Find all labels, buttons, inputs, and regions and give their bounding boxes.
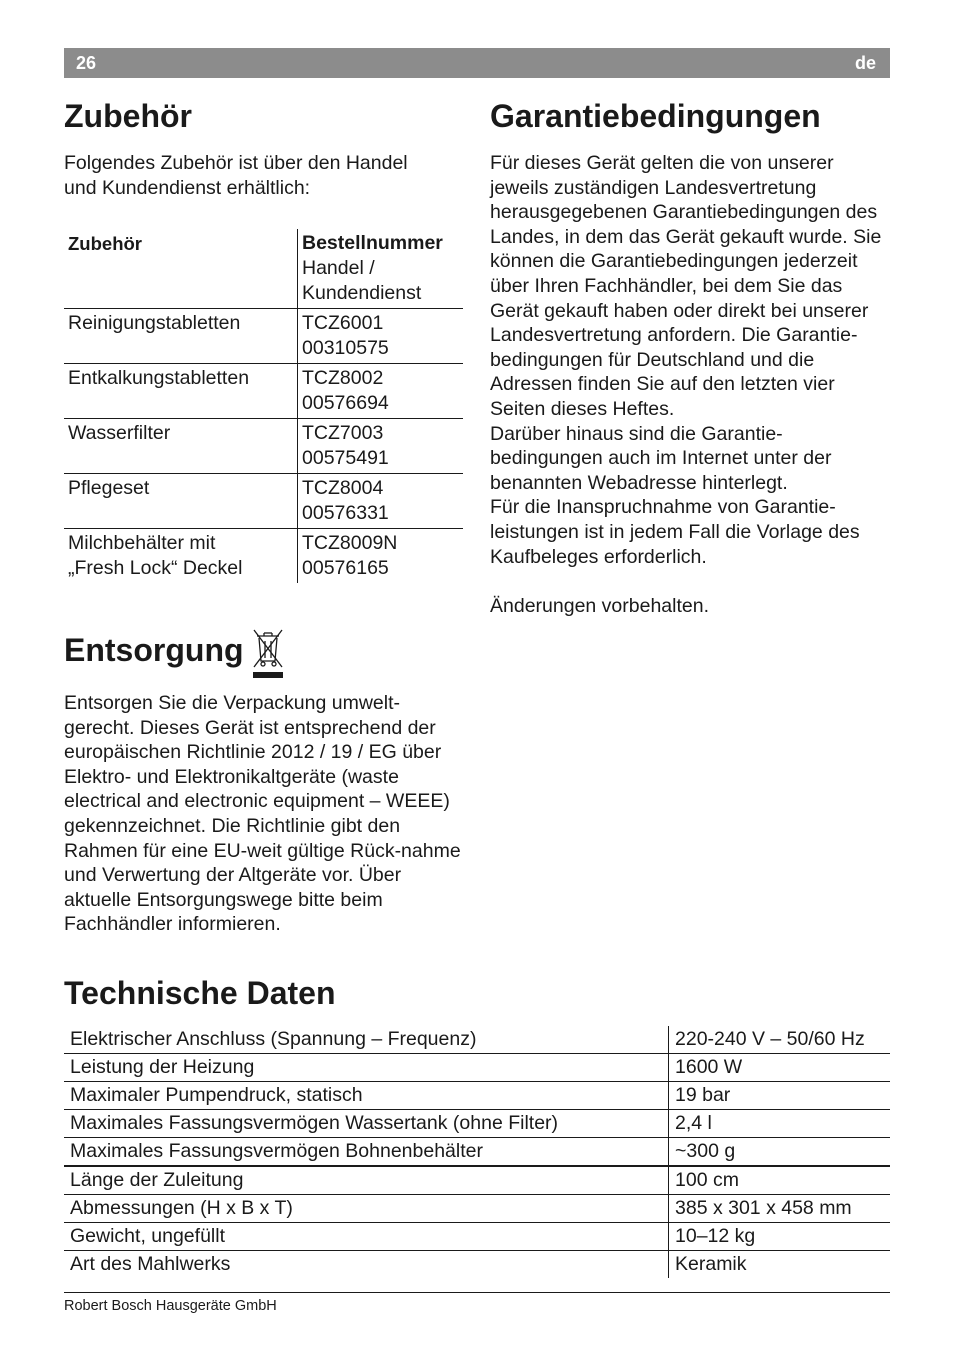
footer-company: Robert Bosch Hausgeräte GmbH <box>64 1298 277 1314</box>
spec-value: 385 x 301 x 458 mm <box>669 1195 891 1223</box>
service-order-number: 00576331 <box>302 502 389 524</box>
spec-value: 100 cm <box>669 1166 891 1195</box>
accessories-col2-header: Bestellnummer <box>302 232 443 254</box>
table-row <box>64 1110 890 1138</box>
entsorgung-heading: Entsorgung <box>64 632 244 668</box>
trade-order-number: TCZ8004 <box>302 477 384 499</box>
spec-label: Art des Mahlwerks <box>64 1251 669 1279</box>
trade-order-number: TCZ8009N <box>302 532 398 554</box>
garantie-heading: Garantiebedingungen <box>490 98 821 134</box>
accessories-col2-subheader-line1: Handel / <box>302 257 375 279</box>
garantie-paragraph-4: Änderungen vorbehalten. <box>490 594 710 617</box>
spec-value: Keramik <box>669 1251 891 1279</box>
service-order-number: 00575491 <box>302 447 389 469</box>
spec-label: Maximales Fassungsvermögen Wassertank (ohne Filter) <box>64 1110 669 1138</box>
page-header-bar <box>64 48 890 78</box>
spec-label: Maximaler Pumpendruck, statisch <box>64 1082 669 1110</box>
accessories-table-header <box>64 229 463 309</box>
table-row <box>64 1026 890 1054</box>
spec-value: 19 bar <box>669 1082 891 1110</box>
table-row <box>64 1054 890 1082</box>
table-row <box>64 474 463 529</box>
trade-order-number: TCZ6001 <box>302 312 384 334</box>
garantie-paragraph-1: Für dieses Gerät gelten die von unserer jeweils zuständigen Landesvertretung herausgegebenen Garantiebedingungen des Landes, in dem das Gerät gekauft wurde. Sie können die Garantiebedingungen jederzeit über Ihren Fachhändler, bei dem Sie das Gerät gekauft haben oder direkt bei unserer Landesvertretung anfordern. Die Garantie-bedingungen für Deutschland und die Adressen finden Sie auf den letzten vier Seiten dieses Heftes. <box>490 152 882 420</box>
spec-label: Abmessungen (H x B x T) <box>64 1195 669 1223</box>
table-row <box>64 419 463 474</box>
footer-divider <box>64 1292 890 1293</box>
garantie-paragraph-3: Für die Inanspruchnahme von Garantie-leistungen ist in jedem Fall die Vorlage des Kaufbeleges erforderlich. <box>490 496 860 568</box>
garantie-paragraph-2: Darüber hinaus sind die Garantie-bedingungen auch im Internet unter der benannten Webadresse hinterlegt. <box>490 422 832 494</box>
trade-order-number: TCZ8002 <box>302 367 384 389</box>
spec-value: 1600 W <box>669 1054 891 1082</box>
spec-label: Länge der Zuleitung <box>64 1166 669 1195</box>
spec-label: Elektrischer Anschluss (Spannung – Frequenz) <box>70 1028 477 1050</box>
service-order-number: 00576165 <box>302 557 389 579</box>
technische-daten-heading: Technische Daten <box>64 975 336 1011</box>
table-row <box>64 1251 890 1279</box>
spec-value: ~300 g <box>669 1138 891 1167</box>
accessory-name: Milchbehälter mit <box>68 532 216 554</box>
zubehoer-heading: Zubehör <box>64 98 192 134</box>
table-row <box>64 1195 890 1223</box>
spec-label: Leistung der Heizung <box>64 1054 669 1082</box>
accessory-name: Pflegeset <box>68 477 150 499</box>
accessories-col1-header: Zubehör <box>68 233 142 254</box>
zubehoer-intro: Folgendes Zubehör ist über den Handel und Kundendienst erhältlich: <box>64 152 408 199</box>
accessory-name: Wasserfilter <box>68 422 171 444</box>
spec-label: Maximales Fassungsvermögen Bohnenbehälter <box>64 1138 669 1167</box>
page-number: 26 <box>76 53 97 73</box>
accessory-name-line2: „Fresh Lock“ Deckel <box>68 557 243 579</box>
accessories-table <box>64 229 463 583</box>
service-order-number: 00576694 <box>302 392 389 414</box>
language-code: de <box>854 53 876 73</box>
spec-value: 220-240 V – 50/60 Hz <box>669 1026 891 1054</box>
spec-value: 10–12 kg <box>669 1223 891 1251</box>
table-row <box>64 529 463 584</box>
table-row <box>64 309 463 364</box>
table-row <box>64 1223 890 1251</box>
service-order-number: 00310575 <box>302 337 389 359</box>
accessories-col2-subheader-line2: Kundendienst <box>302 282 422 304</box>
table-row <box>64 1138 890 1167</box>
entsorgung-text: Entsorgen Sie die Verpackung umwelt-gerecht. Dieses Gerät ist entsprechend der europäischen Richtlinie 2012 / 19 / EG über Elektro- und Elektronikaltgeräte (waste electrical and electronic equipment – WEEE) gekennzeichnet. Die Richtlinie gibt den Rahmen für eine EU-weit gültige Rück-nahme und Verwertung der Altgeräte vor. Über aktuelle Entsorgungswege bitte beim Fachhändler informieren. <box>64 692 461 936</box>
crossed-out-wheelie-bin-icon <box>251 627 285 679</box>
garantie-text <box>490 151 882 618</box>
table-row <box>64 1082 890 1110</box>
technical-data-table <box>64 1026 890 1278</box>
accessory-name: Entkalkungstabletten <box>68 367 250 389</box>
spec-value: 2,4 l <box>669 1110 891 1138</box>
spec-label: Gewicht, ungefüllt <box>64 1223 669 1251</box>
trade-order-number: TCZ7003 <box>302 422 384 444</box>
table-row <box>64 1166 890 1195</box>
table-row <box>64 364 463 419</box>
accessory-name: Reinigungstabletten <box>68 312 241 334</box>
